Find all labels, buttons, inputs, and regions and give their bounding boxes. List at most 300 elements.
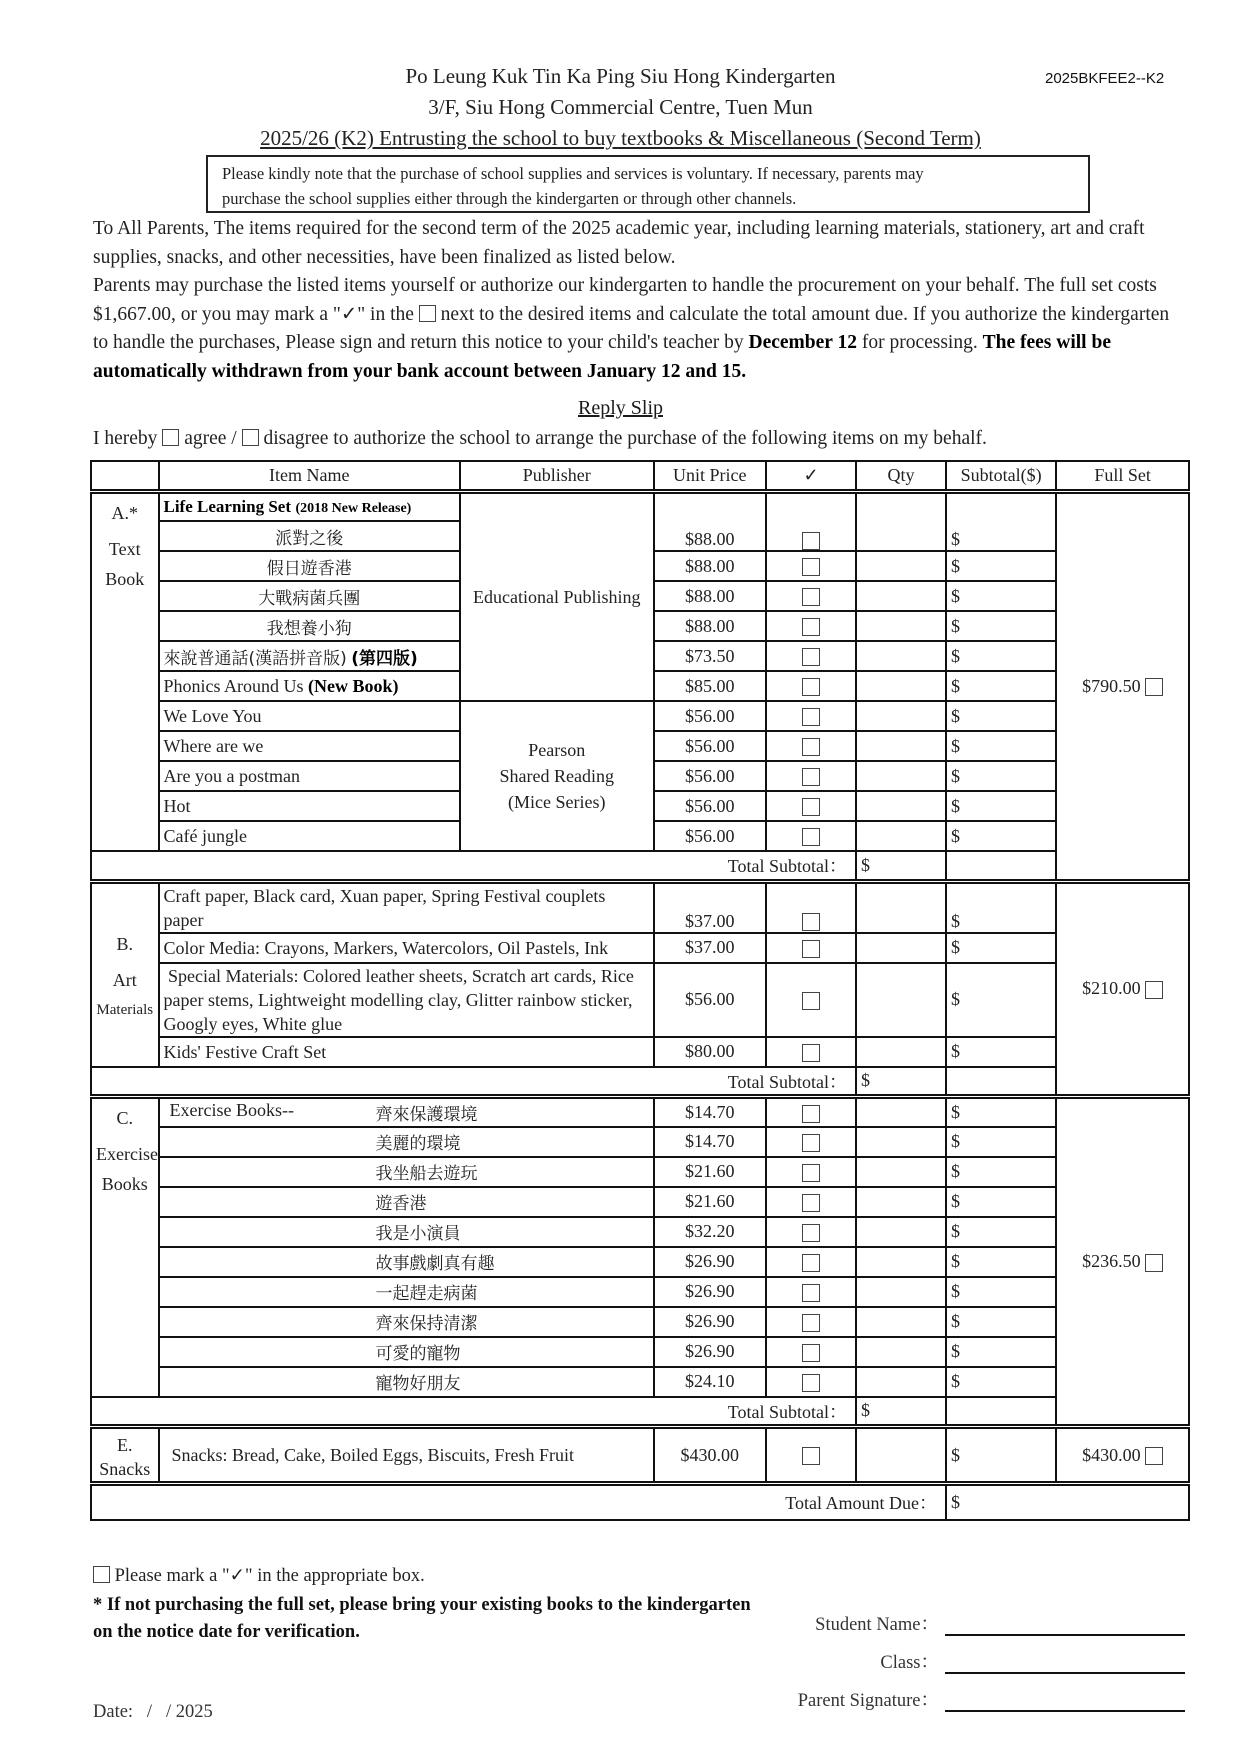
class-label: Class： [880, 1653, 939, 1673]
subtotal-field[interactable]: $ [946, 1247, 1056, 1277]
item-checkbox-cell [766, 1247, 856, 1277]
item-name [159, 1217, 654, 1247]
item-checkbox-cell [766, 1217, 856, 1247]
subtotal-field[interactable]: $ [946, 701, 1056, 731]
qty-field[interactable] [856, 1097, 946, 1127]
subtotal-field[interactable]: $ [946, 1277, 1056, 1307]
group-heading: Life Learning Set [163, 497, 291, 517]
full-set-checkbox[interactable] [1145, 1254, 1163, 1272]
total-subtotal-label: Total Subtotal： [91, 1397, 856, 1427]
item-name-wrap [164, 1369, 649, 1394]
unit-price: $56.00 [654, 963, 767, 1037]
items-table [90, 460, 1190, 1521]
agree-checkbox[interactable] [162, 429, 179, 446]
item-name-note: (New Book) [308, 675, 399, 696]
subtotal-field[interactable]: $ [946, 1217, 1056, 1247]
unit-price: $88.00 [654, 611, 767, 641]
qty-field[interactable] [856, 1187, 946, 1217]
qty-field[interactable] [856, 821, 946, 851]
item-checkbox[interactable] [802, 1314, 820, 1332]
item-checkbox[interactable] [802, 738, 820, 756]
item-checkbox-cell [766, 701, 856, 731]
item-checkbox-cell [766, 1127, 856, 1157]
item-checkbox[interactable] [802, 1134, 820, 1152]
publisher-line: (Mice Series) [508, 792, 606, 812]
total-subtotal-field[interactable]: $ [856, 851, 946, 881]
item-checkbox[interactable] [802, 1105, 820, 1123]
qty-field[interactable] [856, 581, 946, 611]
table-row [91, 963, 1189, 1037]
intro-paragraph-2 [93, 272, 1183, 386]
notice-line-2: purchase the school supplies either through the kindergarten or through other channels. [222, 189, 797, 208]
full-set-checkbox[interactable] [1145, 981, 1163, 999]
item-name [159, 791, 461, 821]
item-checkbox[interactable] [802, 1374, 820, 1392]
total-amount-due-field[interactable]: $ [946, 1484, 1189, 1520]
exercise-books-prefix [164, 1279, 376, 1304]
item-checkbox-cell [766, 963, 856, 1037]
school-name: Po Leung Kuk Tin Ka Ping Siu Hong Kindergarten [405, 64, 836, 88]
total-subtotal-label: Total Subtotal： [91, 851, 856, 881]
unit-price: $37.00 [654, 933, 767, 963]
voluntary-notice-box [206, 155, 1090, 213]
item-name-wrap [164, 1129, 649, 1154]
section-code: C. [116, 1108, 133, 1128]
table-row [91, 881, 1189, 933]
parent-signature-label: Parent Signature： [797, 1691, 939, 1711]
table-row [91, 1037, 1189, 1067]
unit-price: $14.70 [654, 1097, 767, 1127]
life-learning-set-heading [159, 491, 461, 521]
section-name-line-2: Book [105, 568, 145, 589]
item-name [159, 1277, 654, 1307]
item-name-text: Café jungle [163, 825, 247, 846]
section-name: Snacks [99, 1459, 151, 1479]
qty-field[interactable] [856, 933, 946, 963]
header-qty: Qty [856, 461, 946, 491]
section-label-b [91, 881, 159, 1067]
item-checkbox-cell [766, 1187, 856, 1217]
item-name [159, 581, 461, 611]
qty-field[interactable] [856, 641, 946, 671]
intro-p2-part-b: next to the desired items and calculate the total amount due. If you authorize the kindergarten to handle the purchases, Please sign and return this notice to your child's teacher by [93, 303, 1170, 353]
student-name-field[interactable] [945, 1614, 1185, 1636]
unit-price: $73.50 [654, 641, 767, 671]
table-row [91, 1157, 1189, 1187]
withdrawal-notice: The fees will be automatically withdrawn from your bank account between January 12 and 15. [93, 332, 1111, 382]
item-name-wrap [164, 1219, 649, 1244]
item-name [159, 521, 461, 551]
table-row [91, 1097, 1189, 1127]
subtotal-field[interactable]: $ [946, 1337, 1056, 1367]
total-subtotal-label: Total Subtotal： [91, 1067, 856, 1097]
parent-signature-row [779, 1686, 1185, 1712]
item-name-wrap [164, 1159, 649, 1184]
total-subtotal-field[interactable]: $ [856, 1397, 946, 1427]
item-name [159, 701, 461, 731]
item-checkbox-cell [766, 1157, 856, 1187]
item-name-text: 齊來保護環境 [375, 1104, 478, 1125]
header-subtotal: Subtotal($) [946, 461, 1056, 491]
section-label-e [91, 1427, 159, 1484]
mark-note [93, 1565, 425, 1587]
item-checkbox-cell [766, 791, 856, 821]
item-name-wrap [164, 1309, 649, 1334]
unit-price: $26.90 [654, 1247, 767, 1277]
table-row [91, 1337, 1189, 1367]
full-set-cell-b [1056, 881, 1189, 1097]
item-name-wrap [164, 1249, 649, 1274]
subtotal-field[interactable]: $ [946, 761, 1056, 791]
header-unit-price: Unit Price [654, 461, 767, 491]
table-row [91, 1277, 1189, 1307]
exercise-books-prefix [164, 1369, 376, 1394]
item-name [159, 1187, 654, 1217]
item-name-text: 遊香港 [375, 1194, 427, 1214]
qty-field[interactable] [856, 791, 946, 821]
full-set-note-line-2: on the notice date for verification. [93, 1622, 360, 1642]
qty-field[interactable] [856, 1127, 946, 1157]
item-name-text: 我想養小狗 [266, 618, 352, 639]
subtotal-field[interactable]: $ [946, 1307, 1056, 1337]
item-checkbox-cell [766, 761, 856, 791]
exercise-books-prefix [164, 1339, 376, 1364]
table-row [91, 701, 1189, 731]
section-name-line-2: Materials [96, 1001, 154, 1018]
intro-p2-part-a: Parents may purchase the listed items yourself or authorize our kindergarten to handle the procurement on your behalf. The full set costs $1,667.00, or you may mark a "✓" in the [93, 275, 1157, 325]
class-row [779, 1648, 1185, 1674]
exercise-books-prefix: Exercise Books-- [169, 1099, 294, 1120]
item-checkbox-cell [766, 491, 856, 551]
header-check: ✓ [766, 461, 856, 491]
item-checkbox[interactable] [802, 532, 820, 550]
item-checkbox-cell [766, 731, 856, 761]
total-subtotal-field[interactable]: $ [856, 1067, 946, 1097]
item-checkbox[interactable] [802, 1044, 820, 1062]
item-checkbox-cell [766, 1367, 856, 1397]
item-name-wrap [164, 1339, 649, 1364]
item-name: Kids' Festive Craft Set [159, 1037, 654, 1067]
subtotal-field[interactable]: $ [946, 581, 1056, 611]
full-set-checkbox[interactable] [1145, 678, 1163, 696]
qty-field[interactable] [856, 731, 946, 761]
item-name-text: 寵物好朋友 [375, 1374, 461, 1394]
qty-field[interactable] [856, 1247, 946, 1277]
item-checkbox[interactable] [802, 558, 820, 576]
qty-field[interactable] [856, 671, 946, 701]
full-set-cell-c [1056, 1097, 1189, 1427]
total-subtotal-row [91, 1067, 1189, 1097]
item-checkbox[interactable] [802, 940, 820, 958]
table-row [91, 1217, 1189, 1247]
unit-price: $26.90 [654, 1337, 767, 1367]
table-header-row [91, 461, 1189, 491]
qty-field[interactable] [856, 701, 946, 731]
total-subtotal-row [91, 851, 1189, 881]
subtotal-field[interactable]: $ [946, 1427, 1056, 1484]
item-checkbox-cell [766, 1277, 856, 1307]
exercise-books-prefix [164, 1219, 376, 1244]
item-name-text: 故事戲劇真有趣 [375, 1254, 495, 1274]
item-name-text: 齊來保持清潔 [375, 1314, 478, 1334]
item-name [159, 821, 461, 851]
item-checkbox[interactable] [802, 1164, 820, 1182]
unit-price: $88.00 [654, 491, 767, 551]
subtotal-field[interactable]: $ [946, 551, 1056, 581]
item-checkbox-cell [766, 1427, 856, 1484]
unit-price: $21.60 [654, 1157, 767, 1187]
item-checkbox-cell [766, 1097, 856, 1127]
full-set-price: $790.50 [1082, 675, 1141, 696]
subtotal-field[interactable]: $ [946, 1127, 1056, 1157]
full-set-cell-e [1056, 1427, 1189, 1484]
reply-slip-title: Reply Slip [577, 397, 663, 419]
parent-signature-field[interactable] [945, 1690, 1185, 1712]
qty-field[interactable] [856, 963, 946, 1037]
table-row [91, 1247, 1189, 1277]
publisher-line: Pearson [528, 740, 586, 760]
agree-line [93, 428, 987, 450]
item-name [159, 1367, 654, 1397]
item-checkbox[interactable] [802, 678, 820, 696]
header-item-name: Item Name [159, 461, 461, 491]
unit-price: $430.00 [654, 1427, 767, 1484]
item-name-text: 美麗的環境 [375, 1134, 461, 1154]
intro-text [93, 215, 1183, 386]
item-checkbox-cell [766, 821, 856, 851]
item-checkbox-cell [766, 1037, 856, 1067]
qty-field[interactable] [856, 1307, 946, 1337]
snacks-row [91, 1427, 1189, 1484]
mark-note-text: Please mark a "✓" in the appropriate box. [114, 1566, 425, 1586]
disagree-checkbox[interactable] [242, 429, 259, 446]
item-name-text: Where are we [163, 735, 264, 756]
unit-price: $56.00 [654, 701, 767, 731]
item-checkbox[interactable] [802, 828, 820, 846]
unit-price: $24.10 [654, 1367, 767, 1397]
full-set-price: $210.00 [1082, 978, 1141, 999]
intro-p2-part-c: for processing. [861, 332, 978, 353]
unit-price: $56.00 [654, 761, 767, 791]
item-checkbox-cell [766, 611, 856, 641]
item-name: Snacks: Bread, Cake, Boiled Eggs, Biscuits, Fresh Fruit [159, 1427, 654, 1484]
item-name [159, 1157, 654, 1187]
exercise-books-prefix [164, 1309, 376, 1334]
item-name-text: Phonics Around Us [163, 675, 304, 696]
item-checkbox-cell [766, 881, 856, 933]
total-amount-due-label: Total Amount Due： [91, 1484, 946, 1520]
item-checkbox-cell [766, 551, 856, 581]
qty-field[interactable] [856, 761, 946, 791]
qty-field[interactable] [856, 1367, 946, 1397]
item-name-text: 我坐船去遊玩 [375, 1164, 478, 1184]
item-name [159, 1127, 654, 1157]
document-code: 2025BKFEE2--K2 [1045, 70, 1165, 87]
unit-price: $80.00 [654, 1037, 767, 1067]
item-name-text: Are you a postman [163, 765, 300, 786]
item-checkbox-cell [766, 1337, 856, 1367]
subtotal-field[interactable]: $ [946, 1367, 1056, 1397]
unit-price: $56.00 [654, 731, 767, 761]
qty-field[interactable] [856, 1427, 946, 1484]
table-row [91, 1187, 1189, 1217]
item-checkbox[interactable] [802, 1344, 820, 1362]
item-name [159, 731, 461, 761]
agree-label: agree / [184, 428, 237, 449]
qty-field[interactable] [856, 1037, 946, 1067]
item-name [159, 1247, 654, 1277]
date-field[interactable]: Date: / / 2025 [93, 1702, 213, 1722]
header-section [91, 461, 159, 491]
qty-field[interactable] [856, 611, 946, 641]
subtotal-field[interactable]: $ [946, 641, 1056, 671]
subtotal-field[interactable]: $ [946, 1187, 1056, 1217]
subtotal-field[interactable]: $ [946, 1097, 1056, 1127]
item-checkbox[interactable] [802, 708, 820, 726]
section-label-c [91, 1097, 159, 1397]
item-name [159, 761, 461, 791]
exercise-books-prefix [164, 1159, 376, 1184]
unit-price: $14.70 [654, 1127, 767, 1157]
item-name [159, 641, 461, 671]
item-name [159, 671, 461, 701]
item-name-text: 我是小演員 [375, 1224, 461, 1244]
item-name: Special Materials: Colored leather sheets, Scratch art cards, Rice paper stems, Lightweight modelling clay, Glitter rainbow sticker, Googly eyes, White glue [159, 963, 654, 1037]
section-code: E. [117, 1435, 133, 1455]
unit-price: $88.00 [654, 581, 767, 611]
unit-price: $32.20 [654, 1217, 767, 1247]
item-checkbox[interactable] [802, 798, 820, 816]
subtotal-field[interactable]: $ [946, 1157, 1056, 1187]
item-name-text: 大戰病菌兵團 [258, 588, 361, 609]
subtotal-field[interactable]: $ [946, 821, 1056, 851]
student-name-row [779, 1610, 1185, 1636]
disagree-label: disagree to authorize the school to arrange the purchase of the following items on my behalf. [263, 428, 987, 449]
class-field[interactable] [945, 1652, 1185, 1674]
item-name-wrap [164, 1279, 649, 1304]
unit-price: $26.90 [654, 1277, 767, 1307]
deadline-date: December 12 [748, 332, 857, 353]
section-name-line-1: Art [112, 969, 137, 990]
item-name [159, 611, 461, 641]
item-name-text: We Love You [163, 705, 262, 726]
qty-field[interactable] [856, 491, 946, 551]
table-row [91, 1127, 1189, 1157]
notice-line-1: Please kindly note that the purchase of school supplies and services is voluntary. If necessary, parents may [222, 164, 924, 183]
full-set-note [93, 1592, 793, 1646]
item-name-note: (第四版) [351, 648, 418, 669]
subtotal-field[interactable]: $ [946, 611, 1056, 641]
qty-field[interactable] [856, 551, 946, 581]
subtotal-field[interactable]: $ [946, 491, 1056, 551]
item-checkbox[interactable] [802, 618, 820, 636]
full-set-price: $236.50 [1082, 1251, 1141, 1271]
item-checkbox[interactable] [802, 1224, 820, 1242]
item-checkbox[interactable] [802, 1284, 820, 1302]
item-checkbox[interactable] [802, 913, 820, 931]
section-a-heading-row [91, 491, 1189, 521]
item-name [159, 551, 461, 581]
item-name-wrap [164, 1100, 649, 1125]
qty-field[interactable] [856, 1277, 946, 1307]
subtotal-field[interactable]: $ [946, 963, 1056, 1037]
qty-field[interactable] [856, 1217, 946, 1247]
total-amount-due-row [91, 1484, 1189, 1520]
item-checkbox-cell [766, 933, 856, 963]
item-name-text: 一起趕走病菌 [375, 1284, 478, 1304]
section-name-line-1: Exercise [96, 1144, 158, 1164]
publisher-pearson [460, 701, 654, 851]
item-checkbox-cell [766, 671, 856, 701]
checkbox-icon [93, 1566, 110, 1583]
item-name: Color Media: Crayons, Markers, Watercolors, Oil Pastels, Ink [159, 933, 654, 963]
group-heading-note: (2018 New Release) [295, 501, 412, 517]
item-checkbox[interactable] [802, 1254, 820, 1272]
item-checkbox-cell [766, 641, 856, 671]
unit-price: $85.00 [654, 671, 767, 701]
item-checkbox[interactable] [802, 648, 820, 666]
item-name [159, 1337, 654, 1367]
exercise-books-prefix [164, 1129, 376, 1154]
checkbox-icon [419, 305, 436, 322]
full-set-checkbox[interactable] [1145, 1447, 1163, 1465]
item-name-text: 來說普通話(漢語拼音版) [163, 648, 347, 669]
full-set-cell-a [1056, 491, 1189, 881]
unit-price: $21.60 [654, 1187, 767, 1217]
item-checkbox[interactable] [802, 1194, 820, 1212]
qty-field[interactable] [856, 1157, 946, 1187]
school-address: 3/F, Siu Hong Commercial Centre, Tuen Mun [428, 95, 813, 119]
subtotal-field[interactable]: $ [946, 881, 1056, 933]
table-row [91, 1367, 1189, 1397]
subtotal-field[interactable]: $ [946, 791, 1056, 821]
header-publisher: Publisher [460, 461, 654, 491]
item-name-text: 派對之後 [275, 528, 344, 549]
unit-price: $88.00 [654, 551, 767, 581]
student-name-label: Student Name： [815, 1615, 939, 1635]
subtotal-field[interactable]: $ [946, 933, 1056, 963]
agree-prefix: I hereby [93, 428, 158, 449]
unit-price: $26.90 [654, 1307, 767, 1337]
section-name-line-1: Text [108, 538, 141, 559]
item-name-text: 可愛的寵物 [375, 1344, 461, 1364]
unit-price: $37.00 [654, 881, 767, 933]
item-name-text: 假日遊香港 [266, 558, 352, 579]
item-checkbox[interactable] [802, 588, 820, 606]
section-name-line-2: Books [101, 1174, 148, 1194]
subtotal-field[interactable]: $ [946, 731, 1056, 761]
section-code: A.* [111, 502, 138, 523]
publisher-educational: Educational Publishing [460, 491, 654, 701]
unit-price: $56.00 [654, 791, 767, 821]
item-name-text: Hot [163, 795, 191, 816]
subtotal-field[interactable]: $ [946, 1037, 1056, 1067]
total-subtotal-row [91, 1397, 1189, 1427]
subtotal-field[interactable]: $ [946, 671, 1056, 701]
item-checkbox-cell [766, 1307, 856, 1337]
item-checkbox[interactable] [802, 768, 820, 786]
item-checkbox-cell [766, 581, 856, 611]
section-label-a [91, 491, 159, 851]
intro-paragraph-1: To All Parents, The items required for the second term of the 2025 academic year, including learning materials, stationery, art and craft supplies, snacks, and other necessities, have been finalized as listed below. [93, 218, 1145, 268]
table-row [91, 933, 1189, 963]
item-checkbox[interactable] [802, 992, 820, 1010]
item-checkbox[interactable] [802, 1447, 820, 1465]
qty-field[interactable] [856, 881, 946, 933]
exercise-books-prefix [164, 1249, 376, 1274]
qty-field[interactable] [856, 1337, 946, 1367]
item-name: Craft paper, Black card, Xuan paper, Spring Festival couplets paper [159, 881, 654, 933]
